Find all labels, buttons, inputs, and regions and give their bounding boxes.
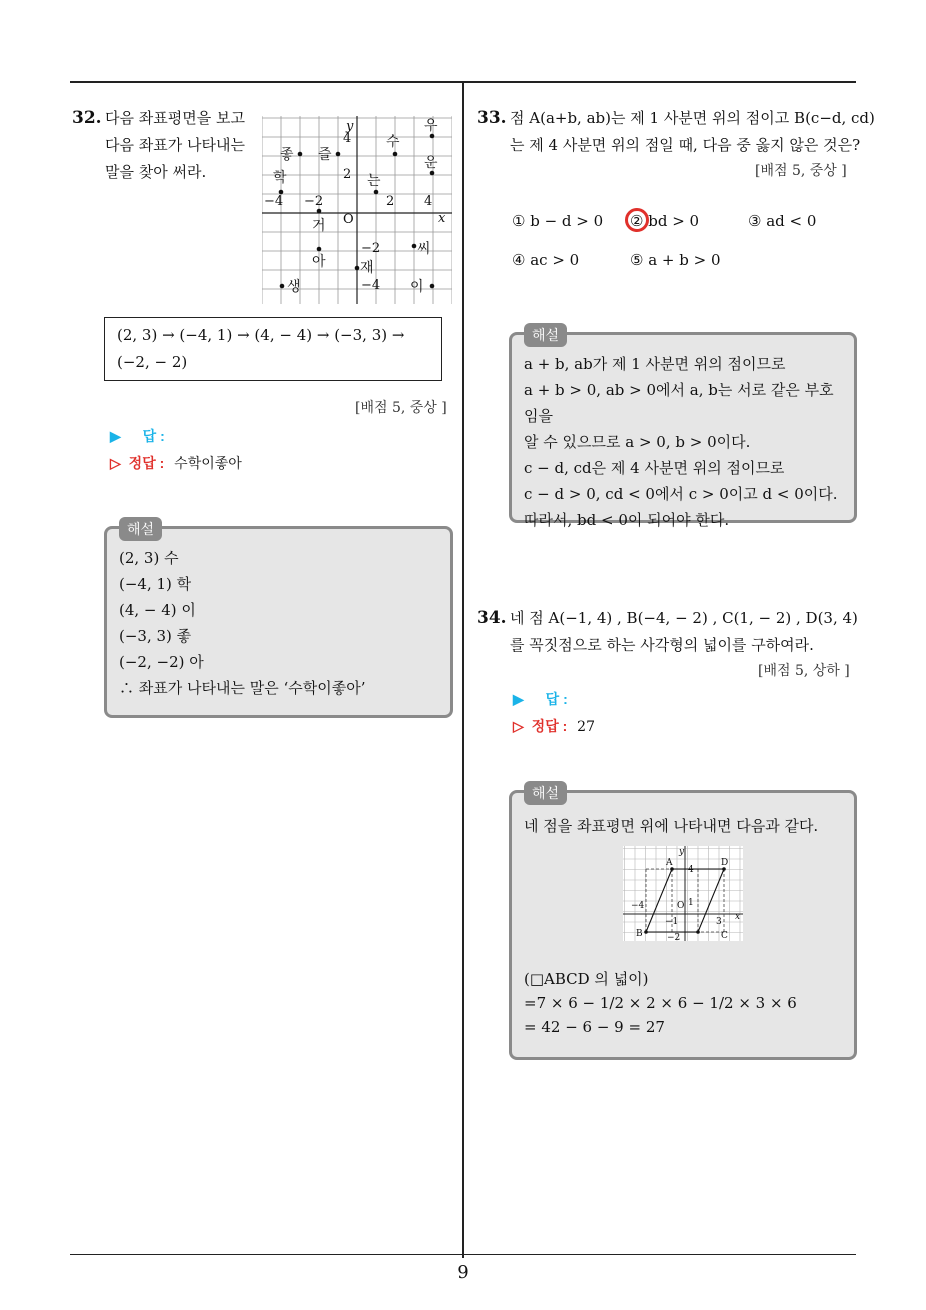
solution-line: (4, − 4) 이 xyxy=(119,601,196,619)
solution-line: 따라서, bd < 0이 되어야 한다. xyxy=(524,511,730,529)
q34-answer-row xyxy=(513,689,568,709)
page-number: 9 xyxy=(457,1262,469,1283)
point-marker xyxy=(374,190,379,195)
tick-x: −2 xyxy=(304,194,324,209)
label-A: A xyxy=(666,858,673,868)
triangle-outline-icon: ▷ xyxy=(110,455,121,471)
q34-graph-svg xyxy=(623,846,743,941)
q33-line: 는 제 4 사분면 위의 점일 때, 다음 중 옳지 않은 것은? xyxy=(510,136,861,154)
q32-correct-row xyxy=(110,453,242,473)
tick-y: −4 xyxy=(361,278,381,293)
tick-x: 4 xyxy=(424,194,433,209)
tick-minus-1: −1 xyxy=(665,917,679,927)
q32-solution-box xyxy=(104,521,453,718)
label-C: C xyxy=(721,931,728,941)
point-marker xyxy=(298,152,303,157)
sequence-line: (2, 3) → (−4, 1) → (4, − 4) → (−3, 3) → xyxy=(117,326,405,344)
q34-number: 34. xyxy=(477,608,507,628)
tick-minus-4: −4 xyxy=(631,901,645,911)
q33-solution-box xyxy=(509,327,857,529)
solution-intro: 네 점을 좌표평면 위에 나타내면 다음과 같다. xyxy=(524,817,819,835)
tick-x: −4 xyxy=(264,194,284,209)
point-marker xyxy=(355,266,360,271)
tick-x: 2 xyxy=(386,194,395,209)
label-y: y xyxy=(679,847,685,857)
point-marker xyxy=(412,244,417,249)
solution-line: a + b > 0, ab > 0에서 a, b는 서로 같은 부호임을 xyxy=(524,381,834,425)
tick-4: 4 xyxy=(688,865,694,875)
q34-line: 네 점 A(−1, 4) , B(−4, − 2) , C(1, − 2) , D(3, 4) xyxy=(510,609,858,627)
tick-y: 4 xyxy=(343,131,352,146)
solution-line: 알 수 있으므로 a > 0, b > 0이다. xyxy=(524,433,751,451)
q33-difficulty: [배점 5, 중상 ] xyxy=(755,163,847,179)
grid-word: 학 xyxy=(273,170,287,186)
tick-minus-2: −2 xyxy=(667,933,681,941)
solution-tag: 해설 xyxy=(524,781,567,805)
calc-line: (□ABCD 의 넓이) xyxy=(524,970,649,988)
solution-tag: 해설 xyxy=(119,517,162,541)
choice-2[interactable]: ② bd > 0 xyxy=(630,212,700,230)
q33-question xyxy=(510,105,875,159)
x-axis-label: x xyxy=(438,211,446,226)
point-marker xyxy=(393,152,398,157)
grid-word: 는 xyxy=(367,173,381,189)
column-divider xyxy=(462,82,464,1258)
y-axis-label: y xyxy=(346,119,354,134)
q32-answer-row xyxy=(110,426,165,446)
point-marker xyxy=(336,152,341,157)
q34-question xyxy=(510,605,858,659)
play-icon: ▶ xyxy=(513,691,524,707)
correct-label: 정답 : xyxy=(128,455,165,471)
sequence-line: (−2, − 2) xyxy=(117,353,188,371)
answer-label: 답 : xyxy=(142,428,165,444)
point-C xyxy=(696,930,700,934)
grid-word: 이 xyxy=(410,279,424,295)
tick-3: 3 xyxy=(716,917,722,927)
tick-y: −2 xyxy=(361,241,381,256)
q32-coordinate-sequence xyxy=(104,317,442,381)
solution-line: (−3, 3) 좋 xyxy=(119,627,192,645)
label-x: x xyxy=(735,912,741,922)
solution-line: (2, 3) 수 xyxy=(119,549,179,567)
q34-line: 를 꼭짓점으로 하는 사각형의 넓이를 구하여라. xyxy=(510,636,814,654)
label-B: B xyxy=(636,929,643,939)
q34-correct-row xyxy=(513,716,595,736)
grid-word: 우 xyxy=(424,118,438,134)
grid-word: 즐 xyxy=(318,147,332,163)
q32-coordinate-grid xyxy=(262,116,452,304)
point-marker xyxy=(317,209,322,214)
q32-number: 32. xyxy=(72,108,102,128)
calc-line: =7 × 6 − 1/2 × 2 × 6 − 1/2 × 3 × 6 xyxy=(524,994,797,1012)
point-marker xyxy=(279,190,284,195)
correct-label: 정답 : xyxy=(531,718,568,734)
solution-line: ∴ 좌표가 나타내는 말은 ‘수학이좋아’ xyxy=(119,679,366,697)
q32-grid-svg xyxy=(262,116,452,304)
grid-word: 아 xyxy=(312,254,326,270)
q33-number: 33. xyxy=(477,108,507,128)
grid-word: 생 xyxy=(287,279,301,295)
solution-tag: 해설 xyxy=(524,323,567,347)
play-icon: ▶ xyxy=(110,428,121,444)
solution-line: (−2, −2) 아 xyxy=(119,653,204,671)
grid-word: 수 xyxy=(386,134,400,150)
calc-line: = 42 − 6 − 9 = 27 xyxy=(524,1018,665,1036)
footer-rule xyxy=(70,1254,856,1255)
q32-line: 다음 좌표가 나타내는 xyxy=(105,136,245,154)
q34-quadrilateral-graph xyxy=(623,846,743,941)
answer-label: 답 : xyxy=(545,691,568,707)
q32-line: 다음 좌표평면을 보고 xyxy=(105,109,245,127)
choice-4[interactable]: ④ ac > 0 xyxy=(512,251,580,269)
label-D: D xyxy=(721,858,729,868)
grid-word: 운 xyxy=(424,155,438,171)
choice-3[interactable]: ③ ad < 0 xyxy=(748,212,817,230)
point-B xyxy=(644,930,648,934)
grid-word: 재 xyxy=(360,260,374,276)
point-marker xyxy=(280,284,285,289)
q32-line: 말을 찾아 써라. xyxy=(105,163,207,181)
tick-y: 2 xyxy=(343,167,352,182)
correct-value: 수학이좋아 xyxy=(174,456,242,472)
solution-line: c − d, cd은 제 4 사분면 위의 점이므로 xyxy=(524,459,785,477)
point-marker xyxy=(317,247,322,252)
choice-1[interactable]: ① b − d > 0 xyxy=(512,212,604,230)
grid-word: 씨 xyxy=(417,241,431,257)
solution-line: c − d > 0, cd < 0에서 c > 0이고 d < 0이다. xyxy=(524,485,838,503)
origin-label: O xyxy=(343,212,354,227)
point-marker xyxy=(430,284,435,289)
q32-difficulty: [배점 5, 중상 ] xyxy=(355,400,447,416)
correct-value: 27 xyxy=(577,719,595,735)
triangle-outline-icon: ▷ xyxy=(513,718,524,734)
label-origin: O xyxy=(677,901,685,911)
grid-word: 거 xyxy=(312,218,326,234)
choice-5[interactable]: ⑤ a + b > 0 xyxy=(630,251,721,269)
solution-line: (−4, 1) 학 xyxy=(119,575,192,593)
q33-line: 점 A(a+b, ab)는 제 1 사분면 위의 점이고 B(c−d, cd) xyxy=(510,109,875,127)
q34-difficulty: [배점 5, 상하 ] xyxy=(758,663,850,679)
point-marker xyxy=(430,134,435,139)
point-marker xyxy=(430,171,435,176)
tick-1: 1 xyxy=(688,898,694,908)
q32-question xyxy=(105,105,245,186)
solution-line: a + b, ab가 제 1 사분면 위의 점이므로 xyxy=(524,355,786,373)
grid-word: 좋 xyxy=(280,147,294,163)
